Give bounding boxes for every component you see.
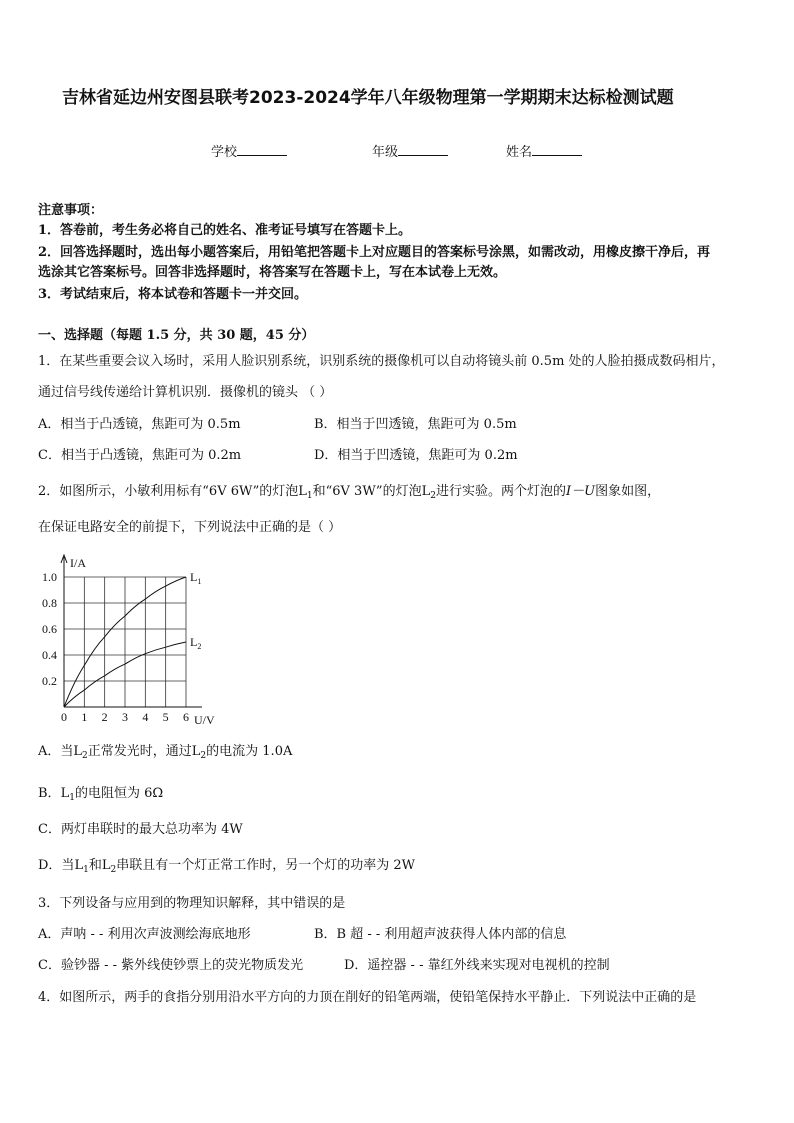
y-tick-label: 0.6 xyxy=(42,622,57,636)
notes-heading: 注意事项： xyxy=(38,203,104,218)
x-axis-label: U/V xyxy=(194,713,215,727)
x-tick-label: 3 xyxy=(122,710,128,724)
name-field: 姓名 xyxy=(506,142,582,161)
question-2-stem: 在保证电路安全的前提下，下列说法中正确的是（ ） xyxy=(38,520,342,535)
grade-field: 年级 xyxy=(372,142,448,161)
question-3-stem: 3．下列设备与应用到的物理知识解释，其中错误的是 xyxy=(38,896,346,911)
question-3-option-c: C．验钞器 - - 紫外线使钞票上的荧光物质发光 xyxy=(38,958,304,973)
question-2-option-c: C．两灯串联时的最大总功率为 4W xyxy=(38,822,243,837)
question-1-stem: 通过信号线传递给计算机识别．摄像机的镜头 （ ） xyxy=(38,385,333,400)
x-tick-label: 5 xyxy=(162,710,169,724)
school-field: 学校 xyxy=(211,142,287,161)
question-2-stem: 2．如图所示，小敏利用标有“6V 6W”的灯泡$L_1$和“6V 3W”的灯泡$L_2$进行实验。两个灯泡的I－U图象如图， xyxy=(38,484,661,501)
question-1-option-c: C．相当于凸透镜，焦距可为 0.2m xyxy=(38,448,242,463)
x-tick-label: 2 xyxy=(101,710,108,724)
y-tick-label: 0.8 xyxy=(42,596,57,610)
notes-item: 2．回答选择题时，选出每小题答案后，用铅笔把答题卡上对应题目的答案标号涂黑，如需改动，用橡皮擦干净后，再 xyxy=(38,245,711,260)
series-label-l1: $L_1$ xyxy=(190,570,202,586)
question-2-option-a: A．当$L_2$正常发光时，通过$L_2$的电流为 1.0A xyxy=(38,744,293,761)
y-tick-label: 0.2 xyxy=(42,674,57,688)
series-label-l2: $L_2$ xyxy=(190,635,202,651)
page-title: 吉林省延边州安图县联考2023-2024学年八年级物理第一学期期末达标检测试题 xyxy=(62,88,674,108)
x-tick-label: 6 xyxy=(183,710,189,724)
question-4-stem: 4．如图所示，两手的食指分别用沿水平方向的力顶在削好的铅笔两端，使铅笔保持水平静止．下列说法中正确的是 xyxy=(38,990,697,1005)
x-tick-label: 1 xyxy=(81,710,88,724)
question-1-option-d: D．相当于凹透镜，焦距可为 0.2m xyxy=(314,448,518,463)
question-2-option-b: B．$L_1$的电阻恒为 6Ω xyxy=(38,786,164,803)
question-3-option-b: B．B 超 - - 利用超声波获得人体内部的信息 xyxy=(314,927,567,942)
notes-item: 选涂其它答案标号。回答非选择题时，将答案写在答题卡上，写在本试卷上无效。 xyxy=(38,265,507,280)
y-axis-label: I/A xyxy=(70,556,86,570)
question-3-option-a: A．声呐 - - 利用次声波测绘海底地形 xyxy=(38,927,251,942)
iu-chart xyxy=(30,545,230,730)
question-1-option-b: B．相当于凹透镜，焦距可为 0.5m xyxy=(314,417,517,432)
y-tick-label: 0.4 xyxy=(42,648,57,662)
notes-item: 3．考试结束后，将本试卷和答题卡一并交回。 xyxy=(38,287,308,302)
x-tick-label: 0 xyxy=(61,710,67,724)
question-1-stem: 1．在某些重要会议入场时，采用人脸识别系统，识别系统的摄像机可以自动将镜头前 0.5m 处的人脸拍摄成数码相片， xyxy=(38,354,725,369)
x-tick-label: 4 xyxy=(142,710,149,724)
section-heading: 一、选择题（每题 1.5 分，共 30 题，45 分） xyxy=(38,328,315,343)
y-tick-label: 1.0 xyxy=(42,570,57,584)
question-3-option-d: D．遥控器 - - 靠红外线来实现对电视机的控制 xyxy=(344,958,610,973)
question-1-option-a: A．相当于凸透镜，焦距可为 0.5m xyxy=(38,417,241,432)
question-2-option-d: D．当$L_1$和$L_2$串联且有一个灯正常工作时，另一个灯的功率为 2W xyxy=(38,858,415,875)
notes-item: 1．答卷前，考生务必将自己的姓名、准考证号填写在答题卡上。 xyxy=(38,223,412,238)
